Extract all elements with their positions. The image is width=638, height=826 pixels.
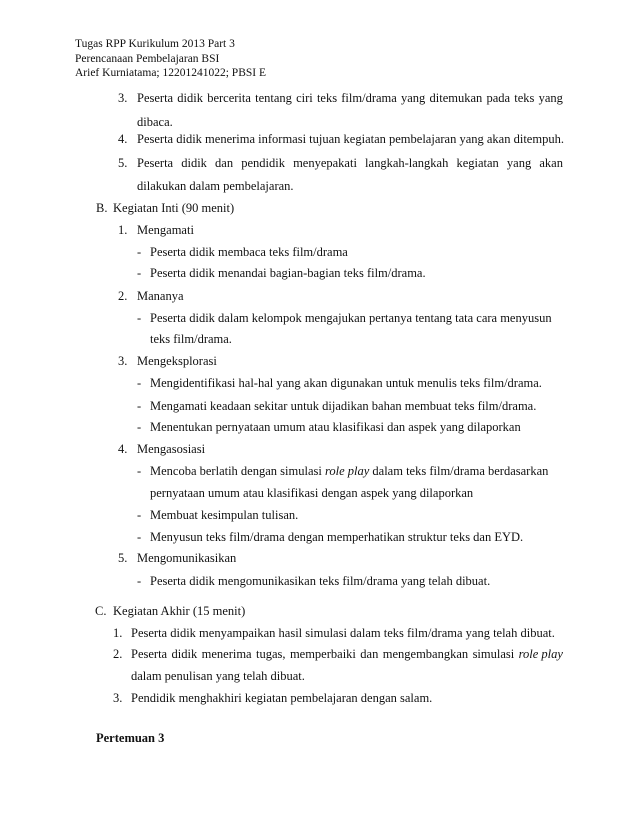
header-line-1: Tugas RPP Kurikulum 2013 Part 3 — [75, 38, 235, 50]
dash: - — [137, 245, 142, 259]
header-line-3: Arief Kurniatama; 12201241022; PBSI E — [75, 67, 267, 79]
section-title: Kegiatan Inti (90 menit) — [113, 201, 235, 215]
list-item-text: Peserta didik menyampaikan hasil simulasi dalam teks film/drama yang telah dibuat. — [131, 626, 555, 640]
dash: - — [137, 574, 142, 588]
dash: - — [137, 376, 142, 390]
step-title: Mengamati — [137, 223, 194, 237]
emphasis-text: role play — [324, 464, 370, 478]
bullet-item: Mencoba berlatih dengan simulasi role play dalam teks film/drama berdasarkan — [150, 464, 549, 478]
dash: - — [137, 311, 142, 325]
bullet-item: Peserta didik dalam kelompok mengajukan pertanya tentang tata cara menyusun — [150, 311, 552, 325]
bullet-item: Menyusun teks film/drama dengan memperhatikan struktur teks dan EYD. — [150, 530, 524, 544]
dash: - — [137, 530, 142, 544]
step-number: 5. — [118, 551, 128, 565]
bullet-item-continuation: teks film/drama. — [150, 332, 232, 346]
section-letter: B. — [96, 201, 108, 215]
step-number: 1. — [113, 626, 123, 640]
step-title: Mengasosiasi — [137, 442, 206, 456]
dash: - — [137, 399, 142, 413]
section-title: Kegiatan Akhir (15 menit) — [113, 604, 246, 618]
bullet-item: Peserta didik menandai bagian-bagian teks film/drama. — [150, 266, 426, 280]
bullet-item: Mengidentifikasi hal-hal yang akan digunakan untuk menulis teks film/drama. — [150, 376, 542, 390]
bullet-item: Membuat kesimpulan tulisan. — [150, 508, 299, 522]
bullet-item: Menentukan pernyataan umum atau klasifikasi dan aspek yang dilaporkan — [150, 420, 521, 434]
list-item: 5. — [118, 156, 128, 170]
dash: - — [137, 420, 142, 434]
header-line-2: Perencanaan Pembelajaran BSI — [75, 52, 220, 65]
step-number: 2. — [118, 289, 128, 303]
emphasis-text: role play — [518, 647, 563, 661]
list-item-continuation: dilakukan dalam pembelajaran. — [137, 179, 294, 193]
step-number: 3. — [113, 691, 123, 705]
justified-line: Peserta didik menerima tugas, memperbaiki dan mengembangkan simulasi role play — [131, 647, 563, 661]
dash: - — [137, 508, 142, 522]
section-letter: C. — [95, 604, 107, 618]
justified-line: Peserta didik bercerita tentang ciri teks film/drama yang ditemukan pada teks yang — [137, 91, 563, 105]
step-title: Mananya — [137, 289, 184, 303]
document-page: Tugas RPP Kurikulum 2013 Part 3 Perencanaan Pembelajaran BSI Arief Kurniatama; 12201241022; PBSI E 3. Peserta didik bercerita tentang ciri teks film/drama yang ditemukan pada teks yang dibaca. 4. Peserta didik menerima informasi tujuan kegiatan pembelajaran yang akan ditempuh. 5. Peserta didik dan pendidik menyepakati langkah-langkah kegiatan yang akan dilakukan dalam pembelajaran. B. Kegiatan Inti (90 menit) 1. Mengamati - Peserta didik membaca teks film/drama - Peserta didik menandai bagian-bagian teks film/drama. 2. Mananya - Peserta didik dalam kelompok mengajukan pertanya tentang tata cara menyusun teks film/drama. 3. Mengeksplorasi - Mengidentifikasi hal-hal yang akan digunakan untuk menulis teks film/drama. - Mengamati keadaan sekitar untuk dijadikan bahan membuat teks film/drama. - Menentukan pernyataan umum atau klasifikasi dan aspek yang dilaporkan 4. Mengasosiasi - Mencoba berlatih dengan simulasi role play dalam teks film/drama berdasarkan pernyataan umum atau klasifikasi dengan aspek yang dilaporkan - Membuat kesimpulan tulisan. - Menyusun teks film/drama dengan memperhatikan struktur teks dan EYD. 5. Mengomunikasikan - Peserta didik mengomunikasikan teks film/drama yang telah dibuat. C. Kegiatan Akhir (15 menit) 1. Peserta didik menyampaikan hasil simulasi dalam teks film/drama yang telah dibuat. 2. Peserta didik menerima tugas, memperbaiki dan mengembangkan simulasi role play dalam penulisan yang telah dibuat. 3. Pendidik menghakhiri kegiatan pembelajaran dengan salam. Pertemuan 3 — [75, 38, 564, 745]
list-item-continuation: dibaca. — [137, 115, 173, 129]
bullet-item: Peserta didik membaca teks film/drama — [150, 245, 348, 259]
step-title: Mengomunikasikan — [137, 551, 237, 565]
document-header — [75, 37, 266, 81]
dash: - — [137, 266, 142, 280]
bullet-item: Mengamati keadaan sekitar untuk dijadikan bahan membuat teks film/drama. — [150, 399, 537, 413]
bullet-item-continuation: pernyataan umum atau klasifikasi dengan aspek yang dilaporkan — [150, 486, 474, 500]
justified-line: Peserta didik dan pendidik menyepakati langkah-langkah kegiatan yang akan — [137, 156, 563, 170]
step-title: Mengeksplorasi — [137, 354, 217, 368]
step-number: 4. — [118, 442, 128, 456]
list-item-text: Pendidik menghakhiri kegiatan pembelajaran dengan salam. — [131, 691, 433, 705]
step-number: 1. — [118, 223, 128, 237]
list-item-continuation: dalam penulisan yang telah dibuat. — [131, 669, 305, 683]
list-item-text: Peserta didik menerima informasi tujuan kegiatan pembelajaran yang akan ditempuh. — [137, 132, 564, 146]
list-item: 4. — [118, 132, 128, 146]
dash: - — [137, 464, 142, 478]
bullet-item: Peserta didik mengomunikasikan teks film/drama yang telah dibuat. — [150, 574, 491, 588]
step-number: 2. — [113, 647, 123, 661]
meeting-heading: Pertemuan 3 — [96, 731, 165, 745]
step-number: 3. — [118, 354, 128, 368]
